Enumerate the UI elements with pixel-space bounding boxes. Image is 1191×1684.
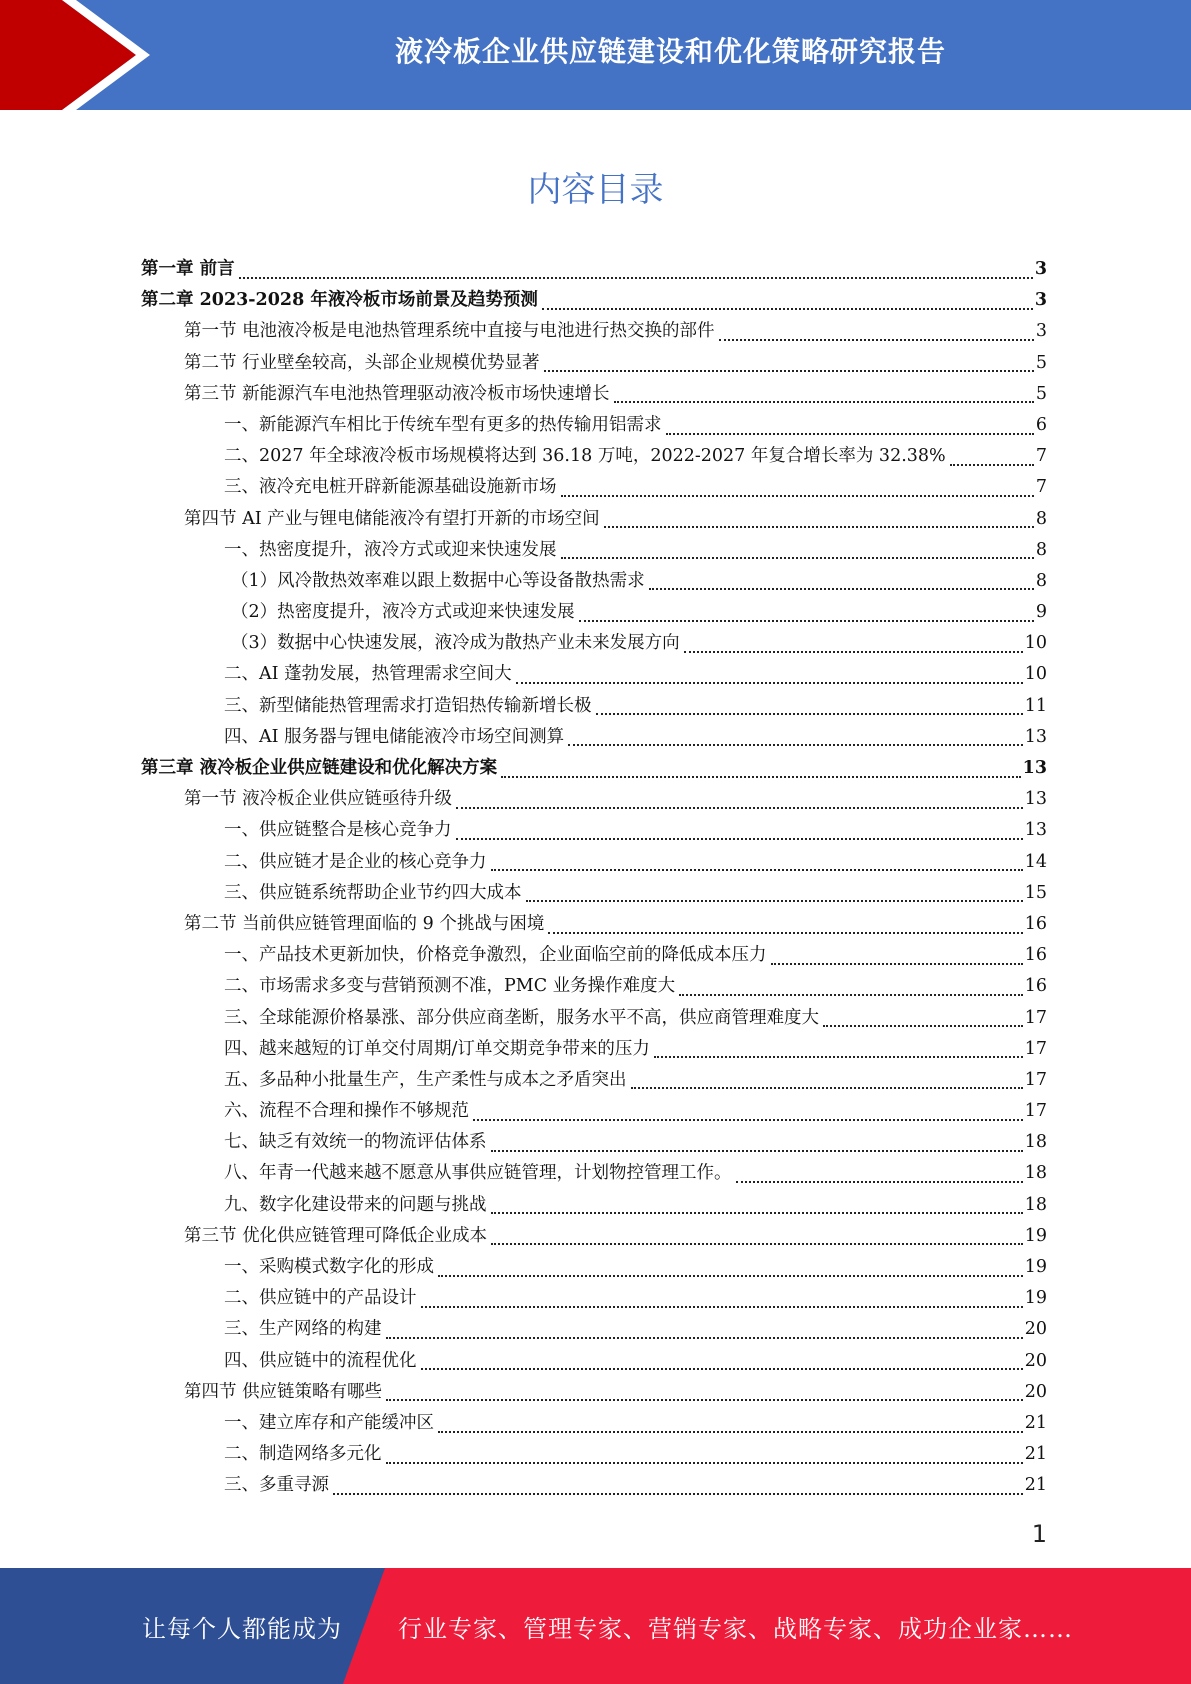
toc-leader-dots — [491, 847, 1023, 871]
toc-entry-label: 三、生产网络的构建 — [224, 1314, 384, 1345]
toc-entry-label: 第一节 电池液冷板是电池热管理系统中直接与电池进行热交换的部件 — [184, 316, 717, 347]
toc-leader-dots — [771, 941, 1023, 965]
toc-entry-page: 8 — [1035, 570, 1047, 591]
toc-leader-dots — [649, 566, 1034, 590]
toc-entry-page: 16 — [1024, 976, 1047, 997]
toc-leader-dots — [491, 1221, 1023, 1245]
toc-leader-dots — [542, 286, 1033, 310]
toc-entry-label: 三、多重寻源 — [224, 1470, 331, 1501]
toc-entry[interactable] — [141, 1065, 1047, 1096]
footer-band — [0, 1568, 1191, 1684]
toc-entry[interactable] — [141, 940, 1047, 971]
toc-entry-page: 21 — [1024, 1412, 1047, 1433]
toc-leader-dots — [438, 1253, 1023, 1277]
toc-entry-page: 3 — [1034, 259, 1047, 279]
toc-entry[interactable] — [141, 753, 1047, 784]
toc-entry-label: 四、AI 服务器与锂电储能液冷市场空间测算 — [224, 722, 566, 753]
toc-entry[interactable] — [141, 1034, 1047, 1065]
toc-leader-dots — [456, 785, 1023, 809]
toc-entry-label: 第二章 2023-2028 年液冷板市场前景及趋势预测 — [141, 285, 540, 316]
toc-entry[interactable] — [141, 659, 1047, 690]
toc-entry-page: 20 — [1024, 1319, 1047, 1340]
toc-entry-label: 第四节 供应链策略有哪些 — [184, 1377, 384, 1408]
toc-entry-label: 六、流程不合理和操作不够规范 — [224, 1096, 471, 1127]
toc-entry[interactable] — [141, 504, 1047, 535]
toc-entry-label: 二、供应链中的产品设计 — [224, 1283, 419, 1314]
toc-entry-label: 三、全球能源价格暴涨、部分供应商垄断，服务水平不高，供应商管理难度大 — [224, 1003, 821, 1034]
toc-entry-label: 第三章 液冷板企业供应链建设和优化解决方案 — [141, 753, 499, 784]
toc-entry-page: 8 — [1035, 508, 1047, 529]
toc-leader-dots — [561, 535, 1034, 559]
toc-entry-label: 二、2027 年全球液冷板市场规模将达到 36.18 万吨，2022-2027 年复合增长率为 32.38% — [224, 441, 948, 472]
toc-entry[interactable] — [141, 784, 1047, 815]
toc-entry[interactable] — [141, 1221, 1047, 1252]
toc-entry-page: 14 — [1024, 851, 1047, 872]
toc-entry-label: 八、年青一代越来越不愿意从事供应链管理，计划物控管理工作。 — [224, 1158, 734, 1189]
toc-entry[interactable] — [141, 909, 1047, 940]
footer-slogan-left: 让每个人都能成为 — [142, 1614, 342, 1643]
toc-entry-label: 三、供应链系统帮助企业节约四大成本 — [224, 878, 524, 909]
toc-leader-dots — [568, 722, 1023, 746]
toc-entry-page: 5 — [1035, 352, 1047, 373]
toc-leader-dots — [386, 1440, 1023, 1464]
toc-entry-page: 20 — [1024, 1381, 1047, 1402]
toc-entry[interactable] — [141, 847, 1047, 878]
toc-entry-label: 第一节 液冷板企业供应链亟待升级 — [184, 784, 454, 815]
toc-entry[interactable] — [141, 285, 1047, 316]
page-number: 1 — [1031, 1520, 1047, 1548]
toc-entry-page: 17 — [1024, 1038, 1047, 1059]
toc-entry-label: 第二节 行业壁垒较高，头部企业规模优势显著 — [184, 348, 542, 379]
toc-leader-dots — [579, 598, 1034, 622]
toc-entry-label: 四、越来越短的订单交付周期/订单交期竞争带来的压力 — [224, 1034, 652, 1065]
toc-entry[interactable] — [141, 1314, 1047, 1345]
toc-leader-dots — [950, 442, 1034, 466]
toc-entry-page: 9 — [1035, 602, 1047, 623]
toc-entry-label: 第三节 新能源汽车电池热管理驱动液冷板市场快速增长 — [184, 379, 612, 410]
header-red-arrow — [0, 0, 150, 110]
toc-entry-page: 19 — [1024, 1288, 1047, 1309]
table-of-contents — [141, 254, 1047, 1502]
toc-leader-dots — [679, 972, 1023, 996]
toc-leader-dots — [823, 1003, 1023, 1027]
toc-entry-label: 第一章 前言 — [141, 254, 237, 285]
toc-entry[interactable] — [141, 254, 1047, 285]
toc-entry[interactable] — [141, 722, 1047, 753]
toc-leader-dots — [501, 754, 1021, 778]
toc-entry-label: 五、多品种小批量生产，生产柔性与成本之矛盾突出 — [224, 1065, 629, 1096]
toc-entry-label: 九、数字化建设带来的问题与挑战 — [224, 1190, 489, 1221]
toc-entry-page: 7 — [1035, 477, 1047, 498]
toc-entry-page: 18 — [1024, 1132, 1047, 1153]
toc-leader-dots — [491, 1190, 1023, 1214]
toc-entry-label: 七、缺乏有效统一的物流评估体系 — [224, 1127, 489, 1158]
toc-leader-dots — [386, 1377, 1023, 1401]
toc-entry-page: 11 — [1024, 695, 1047, 716]
toc-entry[interactable] — [141, 1190, 1047, 1221]
toc-entry-label: 一、新能源汽车相比于传统车型有更多的热传输用铝需求 — [224, 410, 664, 441]
toc-entry-page: 17 — [1024, 1069, 1047, 1090]
toc-leader-dots — [456, 816, 1023, 840]
toc-entry[interactable] — [141, 1439, 1047, 1470]
toc-entry[interactable] — [141, 971, 1047, 1002]
toc-entry[interactable] — [141, 1408, 1047, 1439]
toc-leader-dots — [491, 1128, 1023, 1152]
toc-entry[interactable] — [141, 1003, 1047, 1034]
toc-entry[interactable] — [141, 1096, 1047, 1127]
toc-entry-page: 13 — [1024, 726, 1047, 747]
toc-entry[interactable] — [141, 597, 1047, 628]
toc-entry-label: 四、供应链中的流程优化 — [224, 1346, 419, 1377]
toc-leader-dots — [333, 1471, 1023, 1495]
toc-entry[interactable] — [141, 1252, 1047, 1283]
toc-leader-dots — [596, 691, 1023, 715]
header-band — [0, 0, 1191, 110]
toc-leader-dots — [614, 379, 1034, 403]
toc-entry-page: 13 — [1024, 789, 1047, 810]
toc-entry[interactable] — [141, 379, 1047, 410]
toc-leader-dots — [654, 1034, 1023, 1058]
toc-entry-label: 一、热密度提升，液冷方式或迎来快速发展 — [224, 535, 559, 566]
toc-entry[interactable] — [141, 1283, 1047, 1314]
toc-entry-label: 一、供应链整合是核心竞争力 — [224, 815, 454, 846]
toc-entry-page: 19 — [1024, 1257, 1047, 1277]
toc-leader-dots — [421, 1284, 1023, 1308]
toc-entry-label: 二、供应链才是企业的核心竞争力 — [224, 847, 489, 878]
toc-entry[interactable] — [141, 691, 1047, 722]
toc-leader-dots — [666, 411, 1034, 435]
toc-leader-dots — [421, 1346, 1023, 1370]
toc-entry[interactable] — [141, 348, 1047, 379]
toc-entry[interactable] — [141, 410, 1047, 441]
toc-entry-page: 18 — [1024, 1194, 1047, 1215]
footer-slogan-right: 行业专家、管理专家、营销专家、战略专家、成功企业家…… — [398, 1614, 1073, 1643]
toc-entry-page: 13 — [1024, 820, 1047, 841]
toc-entry-page: 18 — [1024, 1163, 1047, 1184]
toc-entry[interactable] — [141, 815, 1047, 846]
toc-entry[interactable] — [141, 878, 1047, 909]
toc-entry[interactable] — [141, 1377, 1047, 1408]
toc-entry-label: 三、液冷充电桩开辟新能源基础设施新市场 — [224, 472, 559, 503]
toc-entry-label: （3）数据中心快速发展，液冷成为散热产业未来发展方向 — [231, 628, 682, 659]
toc-entry[interactable] — [141, 628, 1047, 659]
toc-entry-page: 3 — [1034, 290, 1047, 311]
toc-entry-label: （2）热密度提升，液冷方式或迎来快速发展 — [231, 597, 577, 628]
toc-entry-label: 第三节 优化供应链管理可降低企业成本 — [184, 1221, 489, 1252]
toc-entry-label: 二、AI 蓬勃发展，热管理需求空间大 — [224, 659, 514, 690]
toc-leader-dots — [544, 348, 1034, 372]
toc-entry[interactable] — [141, 535, 1047, 566]
toc-entry-label: 三、新型储能热管理需求打造铝热传输新增长极 — [224, 691, 594, 722]
toc-leader-dots — [438, 1409, 1023, 1433]
toc-entry-label: 第二节 当前供应链管理面临的 9 个挑战与困境 — [184, 909, 546, 940]
toc-entry-label: 二、制造网络多元化 — [224, 1439, 384, 1470]
toc-leader-dots — [548, 910, 1022, 934]
toc-leader-dots — [684, 629, 1023, 653]
toc-entry-page: 13 — [1022, 758, 1047, 778]
toc-entry-page: 17 — [1024, 1007, 1047, 1028]
toc-entry[interactable] — [141, 1346, 1047, 1377]
toc-entry-page: 21 — [1024, 1444, 1047, 1465]
toc-title: 内容目录 — [527, 170, 664, 210]
toc-leader-dots — [239, 255, 1033, 279]
toc-entry-label: 一、采购模式数字化的形成 — [224, 1252, 436, 1283]
toc-entry-page: 16 — [1024, 913, 1047, 934]
toc-entry-page: 10 — [1024, 633, 1047, 654]
toc-entry-label: 一、建立库存和产能缓冲区 — [224, 1408, 436, 1439]
toc-entry-label: 一、产品技术更新加快，价格竞争激烈，企业面临空前的降低成本压力 — [224, 940, 769, 971]
toc-entry-page: 15 — [1024, 882, 1047, 903]
toc-entry-page: 16 — [1024, 945, 1047, 966]
toc-leader-dots — [386, 1315, 1023, 1339]
toc-entry-page: 6 — [1035, 414, 1047, 435]
toc-leader-dots — [631, 1065, 1023, 1089]
toc-entry-label: 第四节 AI 产业与锂电储能液冷有望打开新的市场空间 — [184, 504, 602, 535]
toc-entry-page: 7 — [1035, 446, 1047, 467]
toc-entry-page: 19 — [1024, 1225, 1047, 1246]
toc-entry-page: 3 — [1035, 321, 1047, 342]
toc-leader-dots — [516, 660, 1023, 684]
toc-entry-label: 二、市场需求多变与营销预测不准，PMC 业务操作难度大 — [224, 971, 677, 1002]
toc-entry-page: 5 — [1035, 383, 1047, 404]
toc-entry[interactable] — [141, 566, 1047, 597]
report-title: 液冷板企业供应链建设和优化策略研究报告 — [394, 35, 946, 68]
toc-entry[interactable] — [141, 316, 1047, 347]
toc-entry-page: 21 — [1024, 1475, 1047, 1496]
toc-entry-page: 20 — [1024, 1350, 1047, 1371]
toc-entry-page: 10 — [1024, 664, 1047, 685]
toc-entry[interactable] — [141, 1127, 1047, 1158]
toc-leader-dots — [604, 504, 1034, 528]
toc-leader-dots — [526, 878, 1023, 902]
toc-leader-dots — [719, 317, 1034, 341]
toc-entry[interactable] — [141, 1470, 1047, 1501]
toc-entry-page: 8 — [1035, 539, 1047, 560]
toc-leader-dots — [473, 1097, 1023, 1121]
toc-leader-dots — [736, 1159, 1023, 1183]
toc-entry[interactable] — [141, 441, 1047, 472]
toc-entry[interactable] — [141, 1158, 1047, 1189]
toc-entry-label: （1）风冷散热效率难以跟上数据中心等设备散热需求 — [231, 566, 647, 597]
toc-entry[interactable] — [141, 472, 1047, 503]
toc-leader-dots — [561, 473, 1034, 497]
toc-entry-page: 17 — [1024, 1101, 1047, 1122]
